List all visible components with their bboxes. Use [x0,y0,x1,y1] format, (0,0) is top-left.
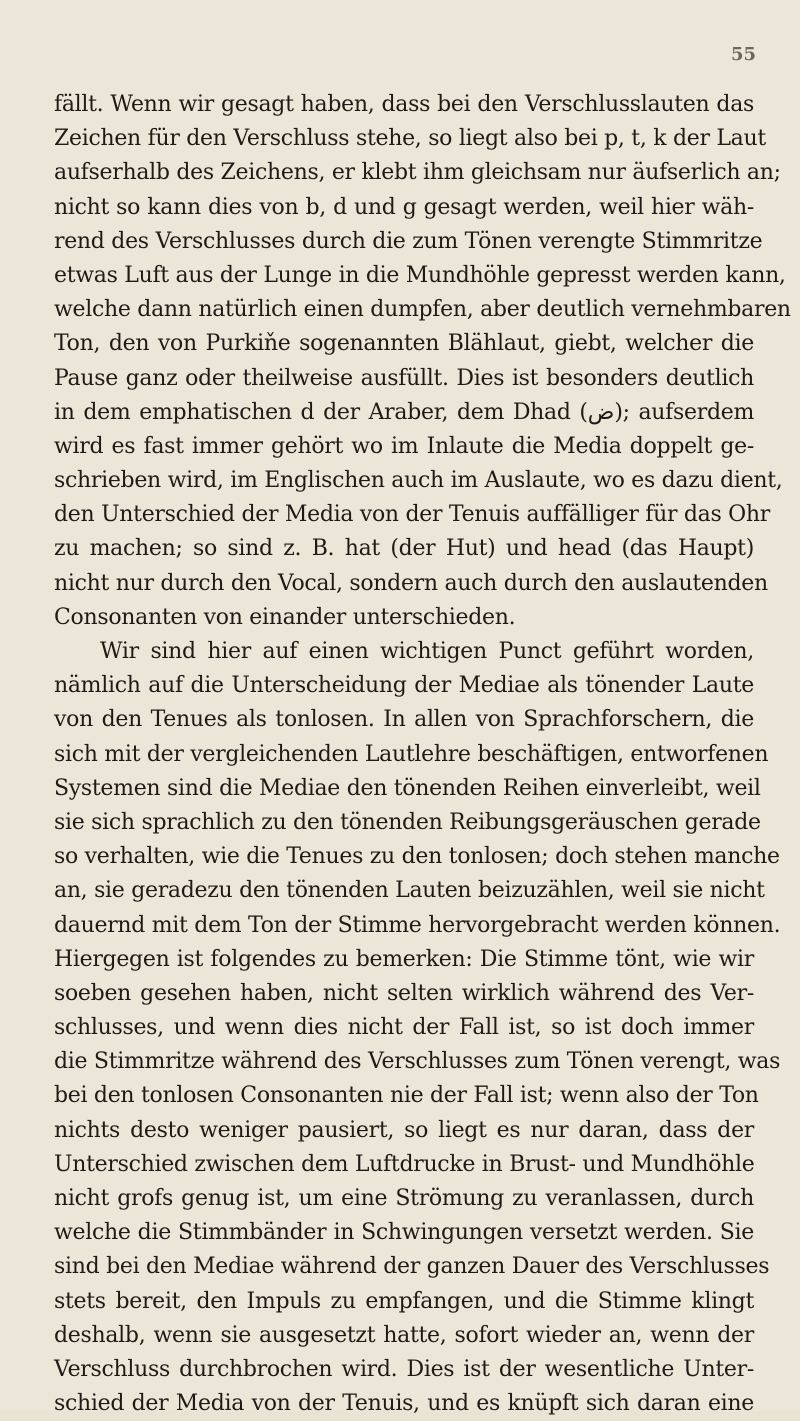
text-line: etwas Luft aus der Lunge in die Mundhöhle gepresst werden kann, [54,262,786,288]
text-line: soeben gesehen haben, nicht selten wirklich während des Ver- [54,980,754,1006]
text-line: stets bereit, den Impuls zu empfangen, und die Stimme klingt [54,1288,754,1314]
text-line: nicht nur durch den Vocal, sondern auch durch den auslautenden [54,570,768,596]
text-line: fällt. Wenn wir gesagt haben, dass bei den Verschlusslauten das [54,92,754,117]
text-line: Zeichen für den Verschluss stehe, so liegt also bei p, t, k der Laut [54,126,766,152]
text-line: in dem emphatischen d der Araber, dem Dhad (ض); aufserdem [54,399,755,425]
text-line: schlusses, und wenn dies nicht der Fall ist, so ist doch immer [54,1015,754,1041]
text-line: so verhalten, wie die Tenues zu den tonlosen; doch stehen manche [54,844,780,870]
text-line: an, sie geradezu den tönenden Lauten beizuzählen, weil sie nicht [54,878,765,904]
text-line: von den Tenues als tonlosen. In allen von Sprachforschern, die [54,707,754,733]
text-line: Hiergegen ist folgendes zu bemerken: Die Stimme tönt, wie wir [54,946,754,972]
page-number: 55 [730,44,756,65]
text-line: wird es fast immer gehört wo im Inlaute die Media doppelt ge- [54,433,754,459]
text-line: Consonanten von einander unterschieden. [54,604,516,630]
text-line: schied der Media von der Tenuis, und es knüpft sich daran eine [54,1391,754,1417]
body-text [54,88,791,1421]
text-line: Systemen sind die Mediae den tönenden Reihen einverleibt, weil [54,775,761,801]
text-line: die Stimmritze während des Verschlusses zum Tönen verengt, was [54,1049,781,1075]
text-line: aufserhalb des Zeichens, er klebt ihm gleichsam nur äufserlich an; [54,160,781,186]
text-line: zu machen; so sind z. B. hat (der Hut) und head (das Haupt) [54,536,754,562]
text-line: sie sich sprachlich zu den tönenden Reibungsgeräuschen gerade [54,809,761,835]
text-line: deshalb, wenn sie ausgesetzt hatte, sofort wieder an, wenn der [54,1322,754,1348]
text-line: welche die Stimmbänder in Schwingungen versetzt werden. Sie [54,1220,754,1246]
text-line: Verschluss durchbrochen wird. Dies ist der wesentliche Unter- [54,1356,754,1382]
text-line: Unterschied zwischen dem Luftdrucke in Brust- und Mundhöhle [54,1151,755,1177]
text-line: sind bei den Mediae während der ganzen Dauer des Verschlusses [54,1254,770,1280]
text-line: nicht grofs genug ist, um eine Strömung zu veranlassen, durch [54,1186,754,1211]
text-line: nämlich auf die Unterscheidung der Mediae als tönender Laute [54,673,754,699]
text-line: Pause ganz oder theilweise ausfüllt. Dies ist besonders deutlich [54,365,754,391]
text-line: welche dann natürlich einen dumpfen, aber deutlich vernehmbaren [54,297,791,323]
text-line: rend des Verschlusses durch die zum Tönen verengte Stimmritze [54,228,763,254]
text-line: Wir sind hier auf einen wichtigen Punct geführt worden, [100,639,754,664]
text-line: sich mit der vergleichenden Lautlehre beschäftigen, entworfenen [54,741,769,767]
text-line: nichts desto weniger pausiert, so liegt es nur daran, dass der [54,1117,754,1143]
text-line: dauernd mit dem Ton der Stimme hervorgebracht werden können. [54,912,781,938]
text-line: bei den tonlosen Consonanten nie der Fall ist; wenn also der Ton [54,1083,759,1109]
text-line: schrieben wird, im Englischen auch im Auslaute, wo es dazu dient, [54,468,783,494]
text-line: Ton, den von Purkiňe sogenannten Blählaut, giebt, welcher die [54,331,754,357]
text-line: den Unterschied der Media von der Tenuis auffälliger für das Ohr [54,502,770,528]
text-line: nicht so kann dies von b, d und g gesagt werden, weil hier wäh- [54,194,754,220]
